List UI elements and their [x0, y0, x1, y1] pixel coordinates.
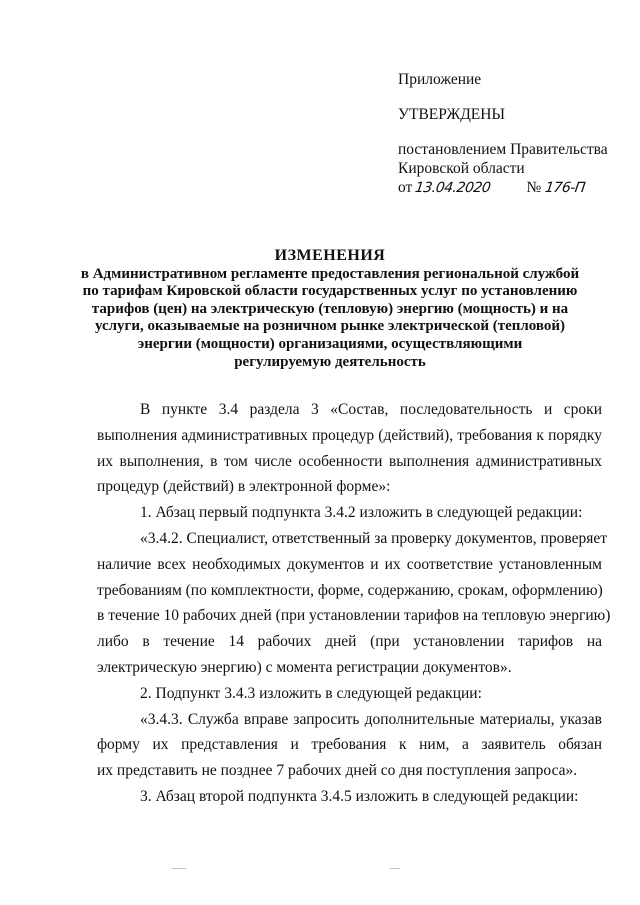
- date-prefix: от: [398, 179, 413, 196]
- appendix-label: Приложение: [398, 71, 482, 88]
- text-line: их представить не позднее 7 рабочих дней со дня поступления запроса».: [97, 762, 578, 780]
- approved-by-line1: постановлением Правительства: [398, 141, 608, 158]
- approved-by-line2: Кировской области: [398, 160, 525, 177]
- scan-speck: [390, 868, 400, 869]
- handwritten-date: 13.04.2020: [414, 180, 492, 196]
- approval-block: [398, 70, 628, 198]
- text-line: форму их представления и требования к ним, а заявитель обязан: [97, 736, 602, 754]
- text-line: 2. Подпункт 3.4.3 изложить в следующей редакции:: [140, 684, 482, 702]
- text-line: выполнения административных процедур (действий), требования к порядку: [97, 426, 602, 444]
- heading-line: в Административном регламенте предоставления региональной службой: [80, 265, 580, 282]
- text-line: В пункте 3.4 раздела 3 «Состав, последовательность и сроки: [140, 401, 602, 418]
- text-line: процедур (действий) в электронной форме»:: [97, 478, 391, 496]
- text-line: наличие всех необходимых документов и их соответствие установленным: [97, 555, 602, 573]
- text-line: «3.4.2. Специалист, ответственный за проверку документов, проверяет: [140, 529, 607, 547]
- heading-title: ИЗМЕНЕНИЯ: [274, 247, 386, 264]
- date-number-line: [398, 178, 628, 198]
- text-line: в течение 10 рабочих дней (при установлении тарифов на тепловую энергию): [97, 607, 611, 625]
- text-line: их выполнения, в том числе особенности выполнения административных: [97, 452, 602, 470]
- item-3-paragraph: [97, 784, 602, 810]
- number-prefix: №: [526, 179, 542, 196]
- approved-label: УТВЕРЖДЕНЫ: [398, 106, 505, 123]
- item-1-paragraph: [97, 500, 602, 526]
- heading-line: тарифов (цен) на электрическую (тепловую) энергию (мощность) и на: [91, 300, 569, 317]
- document-body: [97, 397, 611, 810]
- heading-line: регулируемую деятельность: [234, 353, 426, 370]
- text-line: либо в течение 14 рабочих дней (при установлении тарифов на: [97, 633, 602, 651]
- quote-2-paragraph: [97, 707, 602, 784]
- heading-line: по тарифам Кировской области государственных услуг по установлению: [82, 283, 578, 300]
- text-line: «3.4.3. Служба вправе запросить дополнительные материалы, указав: [140, 710, 602, 728]
- text-line: 3. Абзац второй подпункта 3.4.5 изложить в следующей редакции:: [140, 787, 579, 805]
- heading-line: энергии (мощности) организациями, осуществляющими: [137, 335, 523, 352]
- scan-speck: [172, 868, 186, 869]
- text-line: электрическую энергию) с момента регистрации документов».: [97, 658, 512, 676]
- item-2-paragraph: [97, 681, 602, 707]
- text-line: требованиям (по комплектности, форме, содержанию, срокам, оформлению): [97, 581, 603, 599]
- document-heading: [60, 247, 600, 371]
- text-line: 1. Абзац первый подпункта 3.4.2 изложить в следующей редакции:: [140, 504, 583, 522]
- handwritten-number: 176-П: [544, 180, 587, 196]
- intro-paragraph: [97, 397, 602, 500]
- heading-line: услуги, оказываемые на розничном рынке электрической (тепловой): [94, 318, 566, 335]
- quote-1-paragraph: [97, 526, 611, 681]
